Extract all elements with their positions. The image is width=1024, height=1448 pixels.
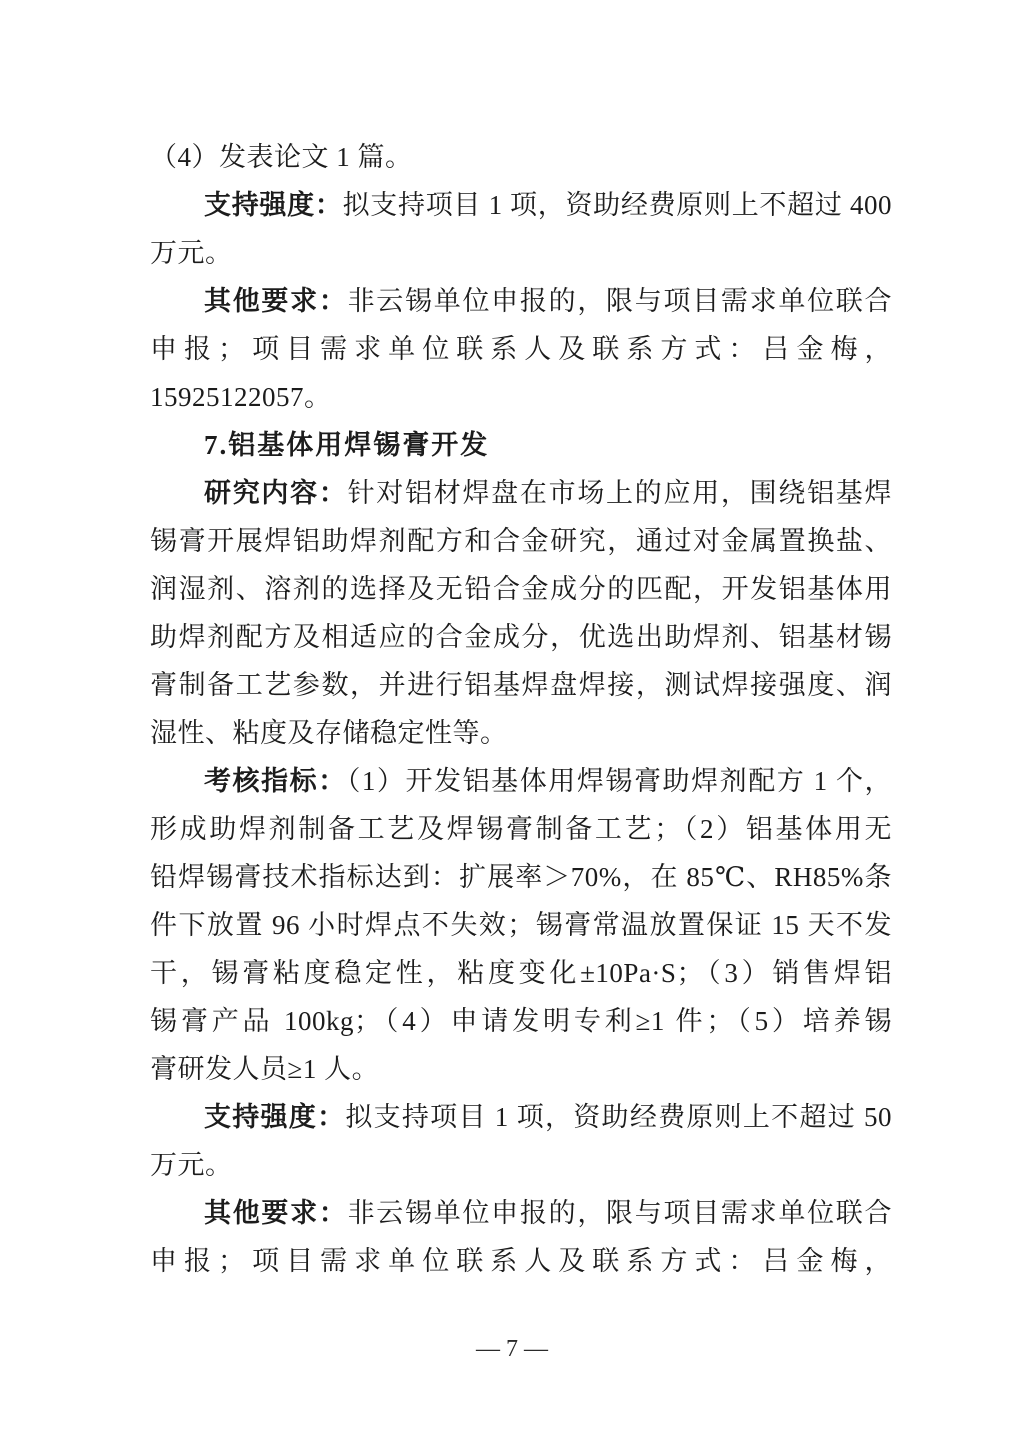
bold-label: 支持强度： <box>204 190 343 220</box>
line-text: 膏研发人员≥1 人。 <box>150 1054 380 1084</box>
text-line <box>150 1141 892 1189</box>
line-text: 申报；项目需求单位联系人及联系方式：吕金梅， <box>150 1246 892 1276</box>
line-text: 件下放置 96 小时焊点不失效；锡膏常温放置保证 15 天不发 <box>150 910 892 940</box>
text-line <box>150 1237 892 1285</box>
text-line <box>150 1189 892 1237</box>
section-heading-text: 7.铝基体用焊锡膏开发 <box>204 430 490 460</box>
line-text: 万元。 <box>150 1150 233 1180</box>
line-text: 润湿剂、溶剂的选择及无铅合金成分的匹配，开发铝基体用 <box>150 574 892 604</box>
line-text: 膏制备工艺参数，并进行铝基焊盘焊接，测试焊接强度、润 <box>150 670 892 700</box>
text-line <box>150 181 892 229</box>
document-body <box>150 133 892 1285</box>
bold-label: 支持强度： <box>204 1102 346 1132</box>
text-line <box>150 373 892 421</box>
text-line <box>150 325 892 373</box>
bold-label: 考核指标： <box>204 766 347 796</box>
text-line <box>150 997 892 1045</box>
line-text: 铅焊锡膏技术指标达到：扩展率＞70%，在 85℃、RH85%条 <box>150 862 892 892</box>
line-text: 万元。 <box>150 238 233 268</box>
bold-label: 研究内容： <box>204 478 348 508</box>
line-text: 湿性、粘度及存储稳定性等。 <box>150 718 508 748</box>
page-footer <box>0 1336 1024 1363</box>
line-text: 非云锡单位申报的，限与项目需求单位联合 <box>347 1198 892 1228</box>
line-text: 申报；项目需求单位联系人及联系方式：吕金梅， <box>150 334 892 364</box>
bold-label: 其他要求： <box>204 1198 348 1228</box>
line-text: 针对铝材焊盘在市场上的应用，围绕铝基焊 <box>347 478 892 508</box>
section-heading <box>150 421 892 469</box>
line-text: 助焊剂配方及相适应的合金成分，优选出助焊剂、铝基材锡 <box>150 622 892 652</box>
text-line <box>150 565 892 613</box>
text-line <box>150 277 892 325</box>
text-line <box>150 469 892 517</box>
text-line <box>150 709 892 757</box>
line-text: （4）发表论文 1 篇。 <box>150 142 413 172</box>
line-text: 拟支持项目 1 项，资助经费原则上不超过 50 <box>345 1102 892 1132</box>
text-line <box>150 853 892 901</box>
line-text: 拟支持项目 1 项，资助经费原则上不超过 400 <box>342 190 892 220</box>
text-line <box>150 901 892 949</box>
line-text: 形成助焊剂制备工艺及焊锡膏制备工艺；（2）铝基体用无 <box>150 814 892 844</box>
text-line <box>150 757 892 805</box>
line-text: 锡膏开展焊铝助焊剂配方和合金研究，通过对金属置换盐、 <box>150 526 892 556</box>
text-line <box>150 805 892 853</box>
line-text: 干，锡膏粘度稳定性，粘度变化±10Pa·S；（3）销售焊铝 <box>150 958 892 988</box>
line-text: 锡膏产品 100kg；（4）申请发明专利≥1 件；（5）培养锡 <box>150 1006 892 1036</box>
text-line <box>150 949 892 997</box>
text-line <box>150 1045 892 1093</box>
text-line <box>150 133 892 181</box>
text-line <box>150 1093 892 1141</box>
line-text: 15925122057。 <box>150 382 332 412</box>
text-line <box>150 517 892 565</box>
page-number: — 7 — <box>476 1336 548 1362</box>
line-text: （1）开发铝基体用焊锡膏助焊剂配方 1 个， <box>346 766 892 796</box>
line-text: 非云锡单位申报的，限与项目需求单位联合 <box>347 286 892 316</box>
text-line <box>150 661 892 709</box>
text-line <box>150 229 892 277</box>
bold-label: 其他要求： <box>204 286 348 316</box>
text-line <box>150 613 892 661</box>
